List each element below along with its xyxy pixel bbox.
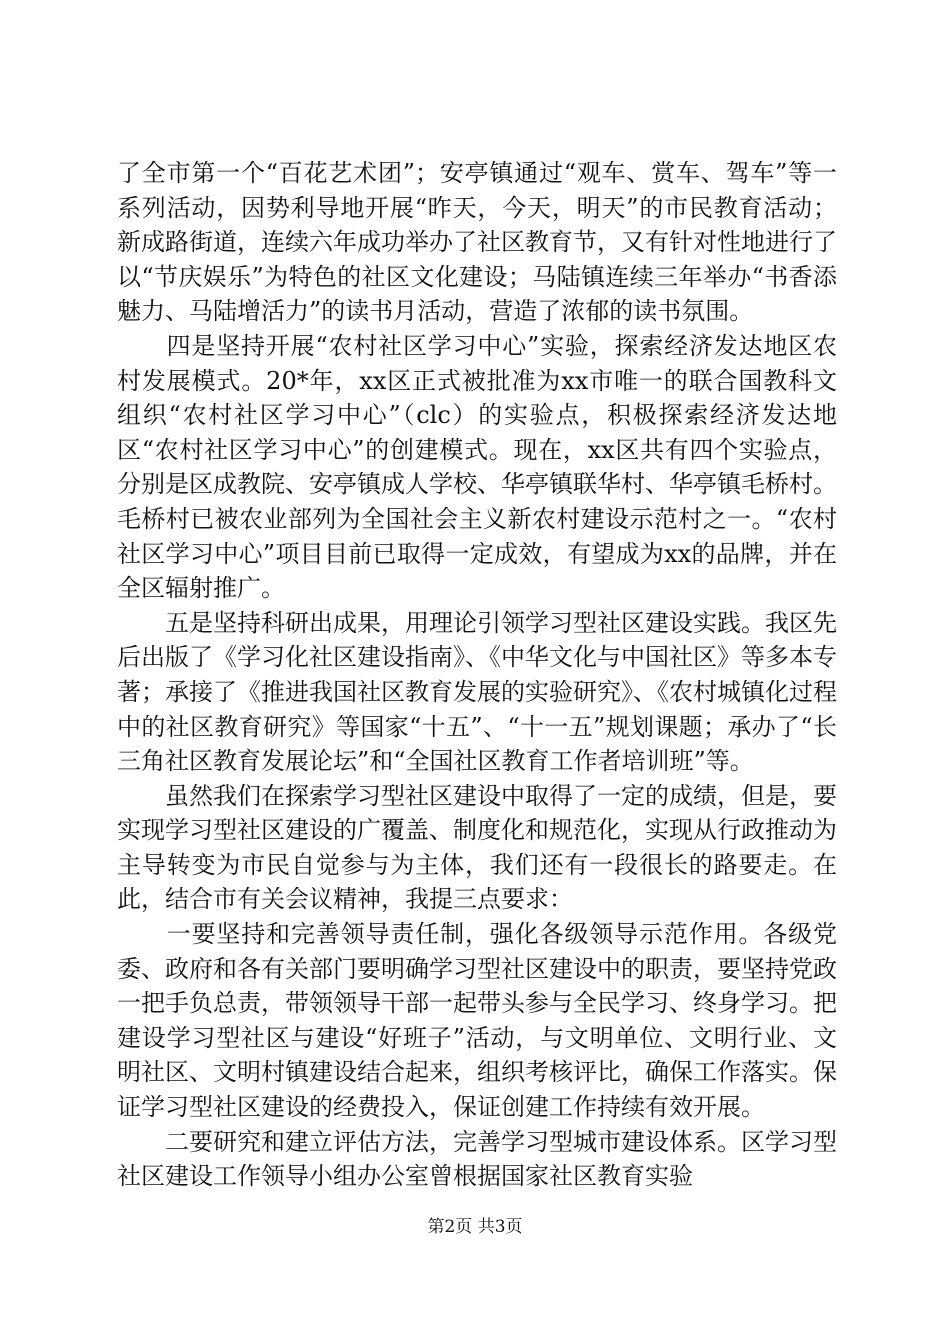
paragraph-4: 虽然我们在探索学习型社区建设中取得了一定的成绩，但是，要实现学习型社区建设的广覆盖、制度化和规范化，实现从行政推动为主导转变为市民自觉参与为主体，我们还有一段很长的路要走。在此，结合市有关会议精神，我提三点要求： — [117, 781, 837, 914]
paragraph-6: 二要研究和建立评估方法，完善学习型城市建设体系。区学习型社区建设工作领导小组办公室曾根据国家社区教育实验 — [117, 1127, 837, 1191]
body-text — [117, 156, 837, 1194]
paragraph-1: 了全市第一个“百花艺术团”；安亭镇通过“观车、赏车、驾车”等一系列活动，因势利导地开展“昨天，今天，明天”的市民教育活动；新成路街道，连续六年成功举办了社区教育节，又有针对性地进行了以“节庆娱乐”为特色的社区文化建设；马陆镇连续三年举办“书香添魅力、马陆增活力”的读书月活动，营造了浓郁的读书氛围。 — [117, 159, 837, 326]
page-number-footer: 第2页 共3页 — [427, 1217, 523, 1237]
paragraph-5: 一要坚持和完善领导责任制，强化各级领导示范作用。各级党委、政府和各有关部门要明确学习型社区建设中的职责，要坚持党政一把手负总责，带领领导干部一起带头参与全民学习、终身学习。把建设学习型社区与建设“好班子”活动，与文明单位、文明行业、文明社区、文明村镇建设结合起来，组织考核评比，确保工作落实。保证学习型社区建设的经费投入，保证创建工作持续有效开展。 — [117, 920, 837, 1122]
paragraph-3: 五是坚持科研出成果，用理论引领学习型社区建设实践。我区先后出版了《学习化社区建设指南》、《中华文化与中国社区》等多本专著；承接了《推进我国社区教育发展的实验研究》、《农村城镇化过程中的社区教育研究》等国家“十五”、“十一五”规划课题；承办了“长三角社区教育发展论坛”和“全国社区教育工作者培训班”等。 — [117, 608, 837, 776]
paragraph-2: 四是坚持开展“农村社区学习中心”实验，探索经济发达地区农村发展模式。20*年，xx区正式被批准为xx市唯一的联合国教科文组织“农村社区学习中心”（clc）的实验点，积极探索经济发达地区“农村社区学习中心”的创建模式。现在，xx区共有四个实验点，分别是区成教院、安亭镇成人学校、华亭镇联华村、华亭镇毛桥村。毛桥村已被农业部列为全国社会主义新农村建设示范村之一。“农村社区学习中心”项目目前已取得一定成效，有望成为xx的品牌，并在全区辐射推广。 — [117, 331, 837, 603]
